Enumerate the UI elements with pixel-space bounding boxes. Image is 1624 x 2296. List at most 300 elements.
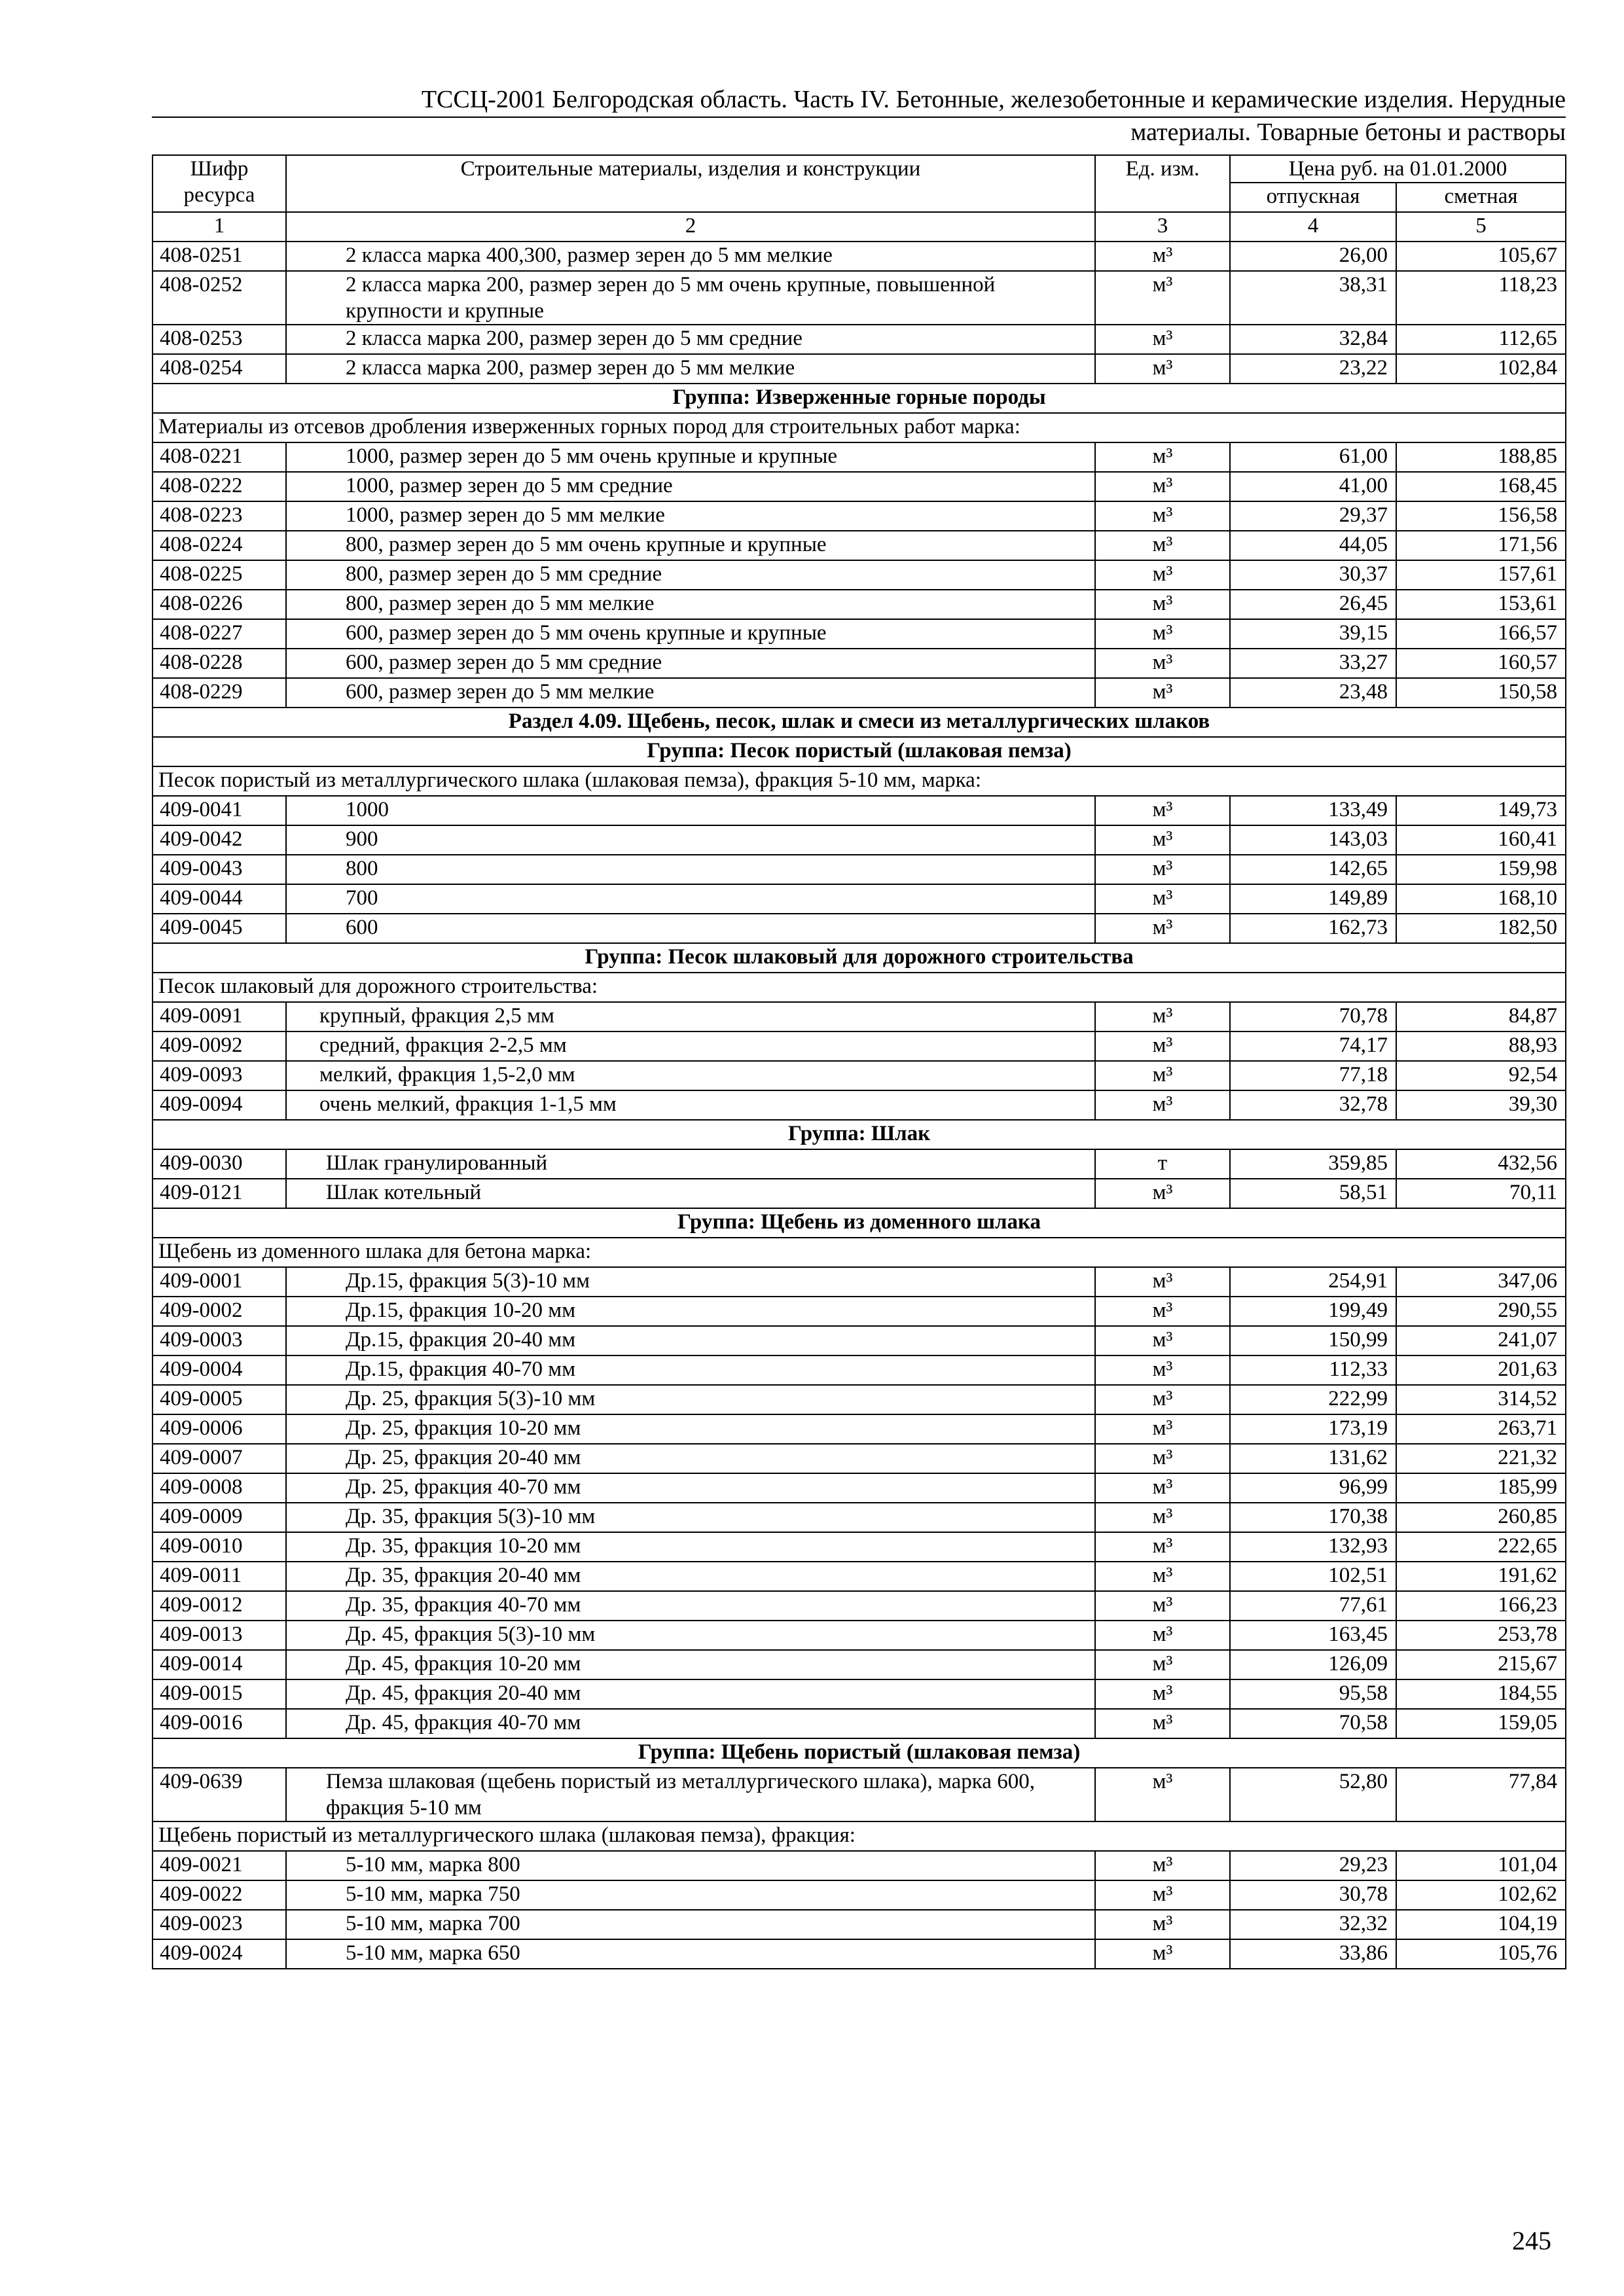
table-row — [153, 1851, 1566, 1880]
table-row — [153, 560, 1566, 590]
price-release-cell: 58,51 — [1230, 1179, 1396, 1208]
price-estimate-cell: 39,30 — [1396, 1090, 1566, 1120]
material-name-cell: 600, размер зерен до 5 мм средние — [286, 649, 1095, 678]
material-name-cell: 800 — [286, 855, 1095, 884]
price-release-cell: 52,80 — [1230, 1768, 1396, 1821]
group-title-slag: Группа: Шлак — [153, 1120, 1566, 1149]
resource-code-cell: 409-0011 — [153, 1562, 286, 1591]
header-title-line2: материалы. Товарные бетоны и растворы — [1130, 118, 1566, 146]
price-release-cell: 29,37 — [1230, 501, 1396, 531]
material-name-cell: крупный, фракция 2,5 мм — [286, 1002, 1095, 1031]
group-title-porous-sand-row — [153, 737, 1566, 766]
price-estimate-cell: 105,76 — [1396, 1939, 1566, 1969]
table-row — [153, 1473, 1566, 1503]
unit-cell: м³ — [1095, 1414, 1230, 1444]
unit-cell: м³ — [1095, 1621, 1230, 1650]
price-release-cell: 70,78 — [1230, 1002, 1396, 1031]
price-estimate-cell: 191,62 — [1396, 1562, 1566, 1591]
col-number-4: 4 — [1230, 212, 1396, 242]
table-row — [153, 531, 1566, 560]
resource-code-cell: 409-0044 — [153, 884, 286, 914]
table-row — [153, 1179, 1566, 1208]
table-row — [153, 796, 1566, 825]
price-estimate-cell: 171,56 — [1396, 531, 1566, 560]
unit-cell: м³ — [1095, 1444, 1230, 1473]
price-release-cell: 23,22 — [1230, 354, 1396, 384]
group-title-porous-gravel: Группа: Щебень пористый (шлаковая пемза) — [153, 1738, 1566, 1768]
price-estimate-cell: 156,58 — [1396, 501, 1566, 531]
resource-code-cell: 409-0003 — [153, 1326, 286, 1355]
price-release-cell: 199,49 — [1230, 1297, 1396, 1326]
section-title-row — [153, 708, 1566, 737]
table-row — [153, 1562, 1566, 1591]
unit-cell: м³ — [1095, 590, 1230, 619]
material-name-cell: мелкий, фракция 1,5-2,0 мм — [286, 1061, 1095, 1090]
price-release-cell: 150,99 — [1230, 1326, 1396, 1355]
resource-code-cell: 409-0008 — [153, 1473, 286, 1503]
group-subtitle-porous-gravel: Щебень пористый из металлургического шлака (шлаковая пемза), фракция: — [153, 1821, 1566, 1851]
price-estimate-cell: 432,56 — [1396, 1149, 1566, 1179]
price-estimate-cell: 157,61 — [1396, 560, 1566, 590]
price-release-cell: 33,86 — [1230, 1939, 1396, 1969]
resource-code-cell: 409-0094 — [153, 1090, 286, 1120]
material-name-cell: Др. 25, фракция 5(3)-10 мм — [286, 1385, 1095, 1414]
material-name-cell: Др. 35, фракция 5(3)-10 мм — [286, 1503, 1095, 1532]
unit-cell: м³ — [1095, 1591, 1230, 1621]
resource-code-cell: 408-0254 — [153, 354, 286, 384]
price-estimate-cell: 160,57 — [1396, 649, 1566, 678]
table-row — [153, 1939, 1566, 1969]
group-subtitle-blast-row — [153, 1238, 1566, 1267]
price-estimate-cell: 185,99 — [1396, 1473, 1566, 1503]
table-row — [153, 1880, 1566, 1910]
price-release-cell: 170,38 — [1230, 1503, 1396, 1532]
resource-code-cell: 409-0030 — [153, 1149, 286, 1179]
table-row — [153, 649, 1566, 678]
resource-code-cell: 409-0004 — [153, 1355, 286, 1385]
material-name-cell: 1000, размер зерен до 5 мм очень крупные и крупные — [286, 442, 1095, 472]
price-estimate-cell: 260,85 — [1396, 1503, 1566, 1532]
table-row — [153, 1768, 1566, 1821]
table-row — [153, 1414, 1566, 1444]
table-row — [153, 1355, 1566, 1385]
group-title-igneous-row — [153, 384, 1566, 413]
col-header-unit: Ед. изм. — [1095, 155, 1230, 212]
resource-code-cell: 409-0041 — [153, 796, 286, 825]
table-row — [153, 1910, 1566, 1939]
price-estimate-cell: 101,04 — [1396, 1851, 1566, 1880]
resource-code-cell: 408-0223 — [153, 501, 286, 531]
group-title-road-sand-row — [153, 943, 1566, 973]
resource-code-cell: 409-0043 — [153, 855, 286, 884]
unit-cell: м³ — [1095, 1473, 1230, 1503]
table-row — [153, 1709, 1566, 1738]
resource-code-cell: 409-0007 — [153, 1444, 286, 1473]
table-row — [153, 619, 1566, 649]
material-name-cell: 1000, размер зерен до 5 мм мелкие — [286, 501, 1095, 531]
price-release-cell: 33,27 — [1230, 649, 1396, 678]
group-title-porous-sand: Группа: Песок пористый (шлаковая пемза) — [153, 737, 1566, 766]
price-estimate-cell: 77,84 — [1396, 1768, 1566, 1821]
material-name-cell: 700 — [286, 884, 1095, 914]
price-release-cell: 163,45 — [1230, 1621, 1396, 1650]
unit-cell: м³ — [1095, 678, 1230, 708]
resource-code-cell: 409-0092 — [153, 1031, 286, 1061]
price-release-cell: 61,00 — [1230, 442, 1396, 472]
table-row — [153, 1297, 1566, 1326]
price-release-cell: 96,99 — [1230, 1473, 1396, 1503]
price-estimate-cell: 222,65 — [1396, 1532, 1566, 1562]
price-estimate-cell: 112,65 — [1396, 325, 1566, 354]
table-header-row — [153, 155, 1566, 183]
price-estimate-cell: 153,61 — [1396, 590, 1566, 619]
unit-cell: м³ — [1095, 1267, 1230, 1297]
material-name-cell: 2 класса марка 400,300, размер зерен до 5 мм мелкие — [286, 242, 1095, 271]
col-header-price-estimate: сметная — [1396, 183, 1566, 212]
price-estimate-cell: 84,87 — [1396, 1002, 1566, 1031]
material-name-cell: 600, размер зерен до 5 мм мелкие — [286, 678, 1095, 708]
unit-cell: м³ — [1095, 354, 1230, 384]
resource-code-cell: 408-0224 — [153, 531, 286, 560]
material-name-cell: очень мелкий, фракция 1-1,5 мм — [286, 1090, 1095, 1120]
price-release-cell: 39,15 — [1230, 619, 1396, 649]
unit-cell: м³ — [1095, 619, 1230, 649]
price-release-cell: 41,00 — [1230, 472, 1396, 501]
resource-code-cell: 408-0229 — [153, 678, 286, 708]
group-subtitle-porous-sand: Песок пористый из металлургического шлака (шлаковая пемза), фракция 5-10 мм, марка: — [153, 766, 1566, 796]
price-release-cell: 173,19 — [1230, 1414, 1396, 1444]
page-number: 245 — [1512, 2226, 1551, 2255]
material-name-cell: Др. 35, фракция 40-70 мм — [286, 1591, 1095, 1621]
material-name-cell: Др. 25, фракция 40-70 мм — [286, 1473, 1095, 1503]
price-release-cell: 132,93 — [1230, 1532, 1396, 1562]
table-row — [153, 855, 1566, 884]
material-name-cell: 2 класса марка 200, размер зерен до 5 мм очень крупные, повышенной крупности и крупные — [286, 271, 1095, 325]
group-subtitle-blast: Щебень из доменного шлака для бетона марка: — [153, 1238, 1566, 1267]
col-header-name: Строительные материалы, изделия и конструкции — [286, 155, 1095, 212]
table-row — [153, 1444, 1566, 1473]
price-release-cell: 126,09 — [1230, 1650, 1396, 1679]
material-name-cell: средний, фракция 2-2,5 мм — [286, 1031, 1095, 1061]
price-estimate-cell: 201,63 — [1396, 1355, 1566, 1385]
price-estimate-cell: 221,32 — [1396, 1444, 1566, 1473]
price-estimate-cell: 168,10 — [1396, 884, 1566, 914]
price-estimate-cell: 188,85 — [1396, 442, 1566, 472]
price-release-cell: 77,18 — [1230, 1061, 1396, 1090]
resource-code-cell: 409-0006 — [153, 1414, 286, 1444]
price-release-cell: 70,58 — [1230, 1709, 1396, 1738]
resource-code-cell: 408-0221 — [153, 442, 286, 472]
resource-code-cell: 408-0227 — [153, 619, 286, 649]
unit-cell: м³ — [1095, 472, 1230, 501]
material-name-cell: Др.15, фракция 20-40 мм — [286, 1326, 1095, 1355]
material-name-cell: 1000, размер зерен до 5 мм средние — [286, 472, 1095, 501]
price-estimate-cell: 253,78 — [1396, 1621, 1566, 1650]
table-row — [153, 501, 1566, 531]
price-estimate-cell: 149,73 — [1396, 796, 1566, 825]
resource-code-cell: 409-0010 — [153, 1532, 286, 1562]
group-title-blast-row — [153, 1208, 1566, 1238]
table-row — [153, 825, 1566, 855]
resource-code-cell: 409-0091 — [153, 1002, 286, 1031]
price-estimate-cell: 160,41 — [1396, 825, 1566, 855]
table-row — [153, 325, 1566, 354]
col-header-code: Шифр ресурса — [153, 155, 286, 212]
unit-cell: м³ — [1095, 1851, 1230, 1880]
price-release-cell: 77,61 — [1230, 1591, 1396, 1621]
price-release-cell: 30,78 — [1230, 1880, 1396, 1910]
resource-code-cell: 409-0016 — [153, 1709, 286, 1738]
price-release-cell: 26,00 — [1230, 242, 1396, 271]
resource-code-cell: 409-0042 — [153, 825, 286, 855]
price-estimate-cell: 104,19 — [1396, 1910, 1566, 1939]
material-name-cell: 600, размер зерен до 5 мм очень крупные и крупные — [286, 619, 1095, 649]
col-number-3: 3 — [1095, 212, 1230, 242]
unit-cell: м³ — [1095, 884, 1230, 914]
resource-code-cell: 409-0021 — [153, 1851, 286, 1880]
unit-cell: м³ — [1095, 855, 1230, 884]
resource-code-cell: 409-0639 — [153, 1768, 286, 1821]
unit-cell: м³ — [1095, 796, 1230, 825]
table-row — [153, 472, 1566, 501]
table-row — [153, 1503, 1566, 1532]
material-name-cell: 800, размер зерен до 5 мм мелкие — [286, 590, 1095, 619]
price-release-cell: 23,48 — [1230, 678, 1396, 708]
table-row — [153, 590, 1566, 619]
unit-cell: м³ — [1095, 1709, 1230, 1738]
price-release-cell: 133,49 — [1230, 796, 1396, 825]
price-estimate-cell: 102,84 — [1396, 354, 1566, 384]
material-name-cell: Др. 45, фракция 5(3)-10 мм — [286, 1621, 1095, 1650]
unit-cell: м³ — [1095, 501, 1230, 531]
unit-cell: м³ — [1095, 1503, 1230, 1532]
material-name-cell: 5-10 мм, марка 750 — [286, 1880, 1095, 1910]
material-name-cell: Др. 25, фракция 10-20 мм — [286, 1414, 1095, 1444]
group-title-igneous: Группа: Изверженные горные породы — [153, 384, 1566, 413]
resource-code-cell: 409-0002 — [153, 1297, 286, 1326]
price-estimate-cell: 182,50 — [1396, 914, 1566, 943]
resource-code-cell: 409-0015 — [153, 1679, 286, 1709]
price-estimate-cell: 88,93 — [1396, 1031, 1566, 1061]
material-name-cell: Др.15, фракция 40-70 мм — [286, 1355, 1095, 1385]
material-name-cell: 5-10 мм, марка 650 — [286, 1939, 1095, 1969]
group-subtitle-igneous-row — [153, 413, 1566, 442]
unit-cell: м³ — [1095, 271, 1230, 325]
table-row — [153, 678, 1566, 708]
unit-cell: м³ — [1095, 1910, 1230, 1939]
table-row — [153, 1031, 1566, 1061]
unit-cell: м³ — [1095, 1355, 1230, 1385]
price-release-cell: 30,37 — [1230, 560, 1396, 590]
price-estimate-cell: 166,23 — [1396, 1591, 1566, 1621]
unit-cell: м³ — [1095, 560, 1230, 590]
page-header — [152, 84, 1566, 147]
resource-code-cell: 409-0023 — [153, 1910, 286, 1939]
unit-cell: м³ — [1095, 1562, 1230, 1591]
price-estimate-cell: 159,05 — [1396, 1709, 1566, 1738]
price-estimate-cell: 215,67 — [1396, 1650, 1566, 1679]
material-name-cell: 5-10 мм, марка 700 — [286, 1910, 1095, 1939]
unit-cell: м³ — [1095, 531, 1230, 560]
material-name-cell: 2 класса марка 200, размер зерен до 5 мм мелкие — [286, 354, 1095, 384]
unit-cell: м³ — [1095, 1297, 1230, 1326]
table-row — [153, 1061, 1566, 1090]
unit-cell: м³ — [1095, 1002, 1230, 1031]
price-release-cell: 149,89 — [1230, 884, 1396, 914]
price-release-cell: 143,03 — [1230, 825, 1396, 855]
resource-code-cell: 408-0253 — [153, 325, 286, 354]
header-title-line1: ТССЦ-2001 Белгородская область. Часть IV. Бетонные, железобетонные и керамические изделия. Нерудные — [421, 86, 1566, 113]
price-estimate-cell: 241,07 — [1396, 1326, 1566, 1355]
table-row — [153, 1650, 1566, 1679]
group-title-porous-gravel-row — [153, 1738, 1566, 1768]
price-release-cell: 359,85 — [1230, 1149, 1396, 1179]
group-title-road-sand: Группа: Песок шлаковый для дорожного строительства — [153, 943, 1566, 973]
unit-cell: м³ — [1095, 1532, 1230, 1562]
price-release-cell: 162,73 — [1230, 914, 1396, 943]
table-row — [153, 1267, 1566, 1297]
unit-cell: м³ — [1095, 1679, 1230, 1709]
col-number-2: 2 — [286, 212, 1095, 242]
material-name-cell: Др. 25, фракция 20-40 мм — [286, 1444, 1095, 1473]
resource-code-cell: 409-0121 — [153, 1179, 286, 1208]
price-release-cell: 32,84 — [1230, 325, 1396, 354]
table-row — [153, 1532, 1566, 1562]
unit-cell: м³ — [1095, 1031, 1230, 1061]
price-estimate-cell: 105,67 — [1396, 242, 1566, 271]
resource-code-cell: 409-0001 — [153, 1267, 286, 1297]
material-name-cell: Др.15, фракция 5(3)-10 мм — [286, 1267, 1095, 1297]
table-row — [153, 914, 1566, 943]
unit-cell: м³ — [1095, 1061, 1230, 1090]
price-release-cell: 38,31 — [1230, 271, 1396, 325]
group-subtitle-road-sand: Песок шлаковый для дорожного строительства: — [153, 973, 1566, 1002]
price-estimate-cell: 166,57 — [1396, 619, 1566, 649]
group-subtitle-igneous: Материалы из отсевов дробления изверженных горных пород для строительных работ марка: — [153, 413, 1566, 442]
table-row — [153, 1149, 1566, 1179]
resource-code-cell: 409-0012 — [153, 1591, 286, 1621]
resource-code-cell: 408-0252 — [153, 271, 286, 325]
unit-cell: м³ — [1095, 825, 1230, 855]
material-name-cell: Др. 45, фракция 20-40 мм — [286, 1679, 1095, 1709]
price-estimate-cell: 118,23 — [1396, 271, 1566, 325]
material-name-cell: Шлак котельный — [286, 1179, 1095, 1208]
resource-code-cell: 409-0022 — [153, 1880, 286, 1910]
material-name-cell: 2 класса марка 200, размер зерен до 5 мм средние — [286, 325, 1095, 354]
table-row — [153, 1679, 1566, 1709]
price-release-cell: 74,17 — [1230, 1031, 1396, 1061]
resource-code-cell: 408-0228 — [153, 649, 286, 678]
price-estimate-cell: 314,52 — [1396, 1385, 1566, 1414]
table-row — [153, 884, 1566, 914]
price-estimate-cell: 159,98 — [1396, 855, 1566, 884]
table-row — [153, 1621, 1566, 1650]
price-table — [152, 154, 1566, 1969]
price-release-cell: 131,62 — [1230, 1444, 1396, 1473]
table-row — [153, 1090, 1566, 1120]
unit-cell: м³ — [1095, 242, 1230, 271]
col-number-1: 1 — [153, 212, 286, 242]
resource-code-cell: 408-0226 — [153, 590, 286, 619]
table-row — [153, 1326, 1566, 1355]
price-release-cell: 44,05 — [1230, 531, 1396, 560]
material-name-cell: 800, размер зерен до 5 мм средние — [286, 560, 1095, 590]
unit-cell: т — [1095, 1149, 1230, 1179]
col-header-price: Цена руб. на 01.01.2000 — [1230, 155, 1566, 183]
resource-code-cell: 409-0013 — [153, 1621, 286, 1650]
price-release-cell: 254,91 — [1230, 1267, 1396, 1297]
material-name-cell: Др. 45, фракция 10-20 мм — [286, 1650, 1095, 1679]
material-name-cell: 5-10 мм, марка 800 — [286, 1851, 1095, 1880]
resource-code-cell: 409-0005 — [153, 1385, 286, 1414]
price-release-cell: 222,99 — [1230, 1385, 1396, 1414]
price-release-cell: 95,58 — [1230, 1679, 1396, 1709]
resource-code-cell: 408-0251 — [153, 242, 286, 271]
unit-cell: м³ — [1095, 1179, 1230, 1208]
price-estimate-cell: 184,55 — [1396, 1679, 1566, 1709]
material-name-cell: Др. 45, фракция 40-70 мм — [286, 1709, 1095, 1738]
resource-code-cell: 409-0024 — [153, 1939, 286, 1969]
material-name-cell: Др.15, фракция 10-20 мм — [286, 1297, 1095, 1326]
table-row — [153, 442, 1566, 472]
resource-code-cell: 408-0222 — [153, 472, 286, 501]
price-estimate-cell: 150,58 — [1396, 678, 1566, 708]
group-title-slag-row — [153, 1120, 1566, 1149]
price-estimate-cell: 347,06 — [1396, 1267, 1566, 1297]
price-release-cell: 26,45 — [1230, 590, 1396, 619]
unit-cell: м³ — [1095, 1650, 1230, 1679]
price-release-cell: 29,23 — [1230, 1851, 1396, 1880]
resource-code-cell: 408-0225 — [153, 560, 286, 590]
unit-cell: м³ — [1095, 1880, 1230, 1910]
price-release-cell: 32,32 — [1230, 1910, 1396, 1939]
price-estimate-cell: 263,71 — [1396, 1414, 1566, 1444]
table-row — [153, 242, 1566, 271]
material-name-cell: Др. 35, фракция 20-40 мм — [286, 1562, 1095, 1591]
unit-cell: м³ — [1095, 442, 1230, 472]
unit-cell: м³ — [1095, 325, 1230, 354]
table-row — [153, 1385, 1566, 1414]
section-title: Раздел 4.09. Щебень, песок, шлак и смеси из металлургических шлаков — [153, 708, 1566, 737]
price-estimate-cell: 70,11 — [1396, 1179, 1566, 1208]
price-release-cell: 102,51 — [1230, 1562, 1396, 1591]
col-header-price-release: отпускная — [1230, 183, 1396, 212]
price-estimate-cell: 168,45 — [1396, 472, 1566, 501]
unit-cell: м³ — [1095, 649, 1230, 678]
material-name-cell: 1000 — [286, 796, 1095, 825]
unit-cell: м³ — [1095, 1090, 1230, 1120]
material-name-cell: 600 — [286, 914, 1095, 943]
unit-cell: м³ — [1095, 1939, 1230, 1969]
price-release-cell: 32,78 — [1230, 1090, 1396, 1120]
material-name-cell: Пемза шлаковая (щебень пористый из металлургического шлака), марка 600, фракция 5-10 мм — [286, 1768, 1095, 1821]
material-name-cell: Шлак гранулированный — [286, 1149, 1095, 1179]
table-row — [153, 354, 1566, 384]
group-subtitle-porous-sand-row — [153, 766, 1566, 796]
unit-cell: м³ — [1095, 1326, 1230, 1355]
price-estimate-cell: 290,55 — [1396, 1297, 1566, 1326]
unit-cell: м³ — [1095, 914, 1230, 943]
table-row — [153, 271, 1566, 325]
material-name-cell: Др. 35, фракция 10-20 мм — [286, 1532, 1095, 1562]
table-row — [153, 1002, 1566, 1031]
column-number-row — [153, 212, 1566, 242]
price-estimate-cell: 92,54 — [1396, 1061, 1566, 1090]
material-name-cell: 800, размер зерен до 5 мм очень крупные и крупные — [286, 531, 1095, 560]
price-release-cell: 142,65 — [1230, 855, 1396, 884]
group-subtitle-porous-gravel-row — [153, 1821, 1566, 1851]
price-release-cell: 112,33 — [1230, 1355, 1396, 1385]
